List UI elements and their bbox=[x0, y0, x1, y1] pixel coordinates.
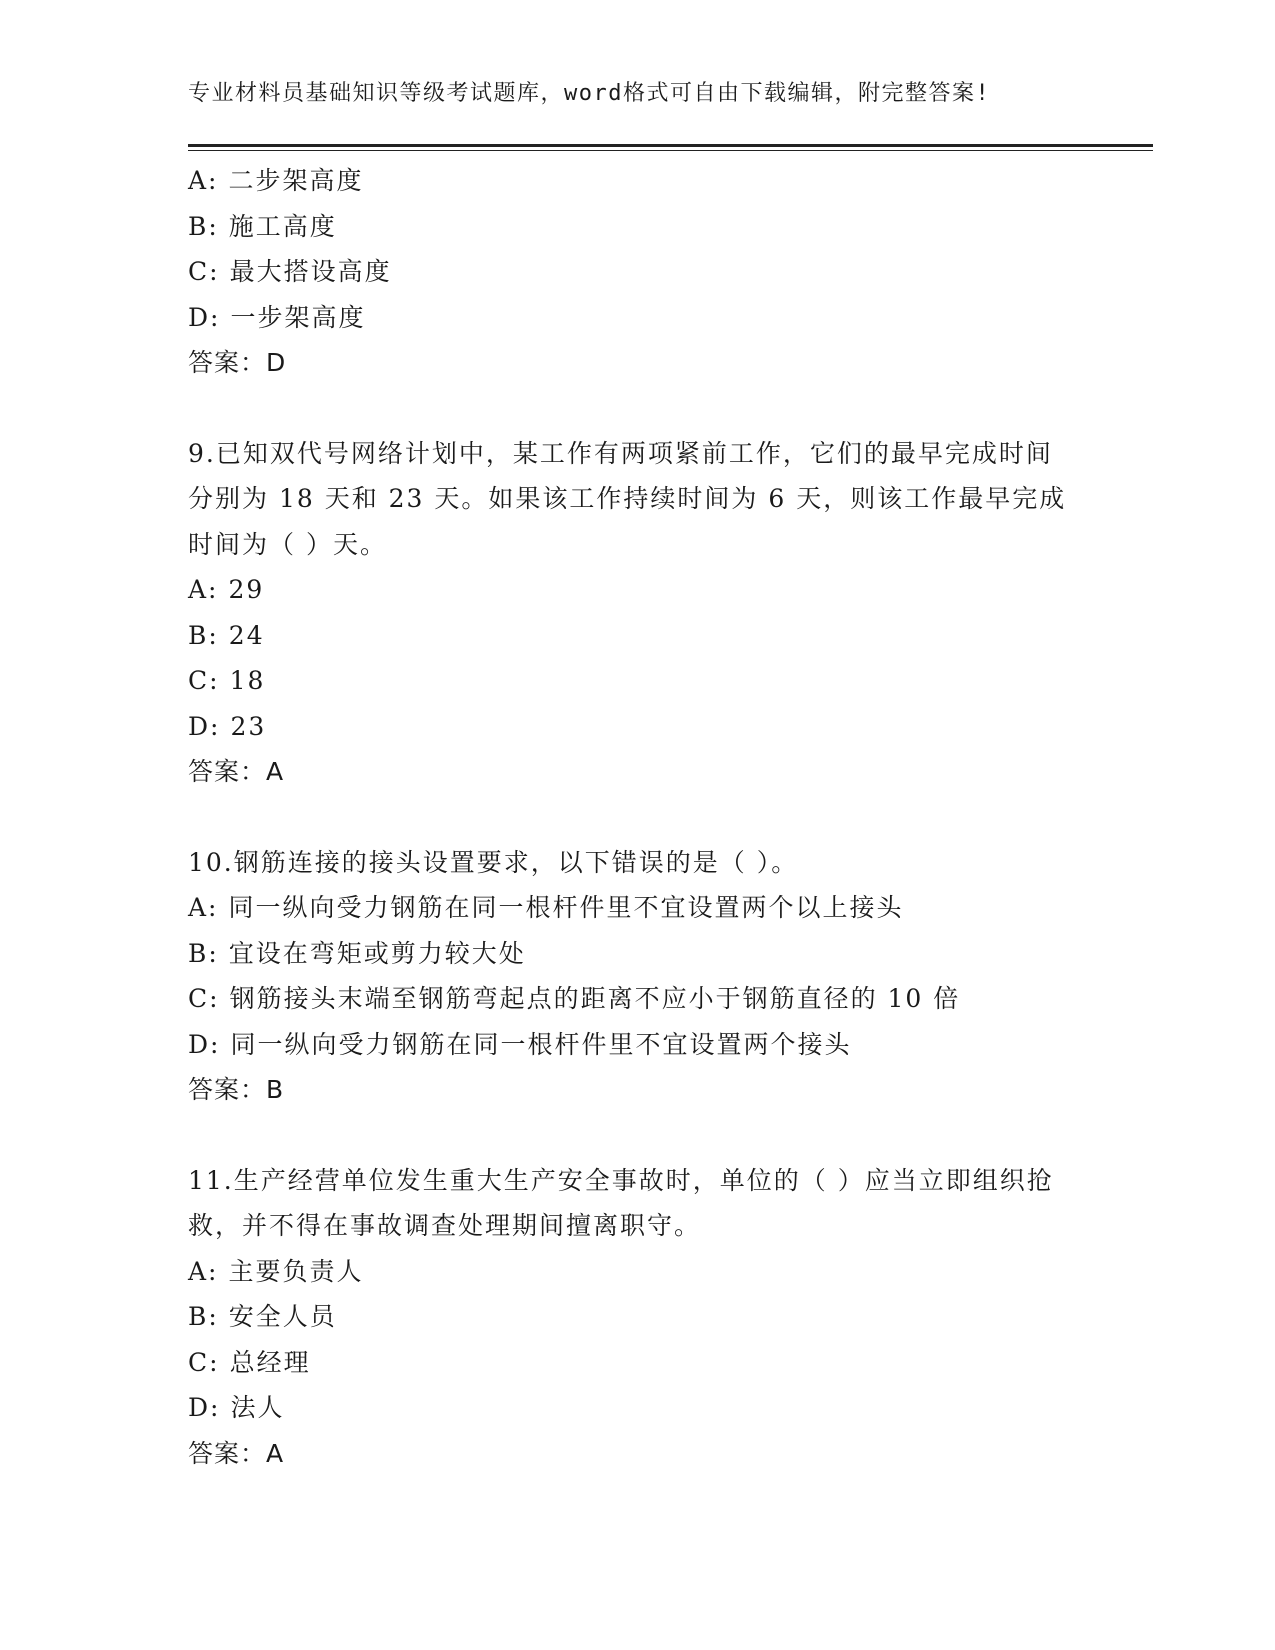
spacer bbox=[188, 386, 1068, 431]
option-a bbox=[188, 158, 1068, 204]
answer-line: 答案：D bbox=[188, 348, 287, 377]
question-text: 9.已知双代号网络计划中，某工作有两项紧前工作，它们的最早完成时间分别为 18 天和 23 天。如果该工作持续时间为 6 天，则该工作最早完成时间为（ ）天。 bbox=[188, 438, 1067, 559]
option-label: B: bbox=[188, 620, 219, 650]
option-text: 施工高度 bbox=[228, 211, 337, 241]
option-label: B: bbox=[188, 1302, 219, 1331]
option-text: 宜设在弯矩或剪力较大处 bbox=[228, 938, 526, 968]
option-text: 29 bbox=[228, 575, 265, 604]
option-label: C: bbox=[188, 257, 220, 286]
option-text: 二步架高度 bbox=[228, 166, 364, 195]
answer-line: 答案：A bbox=[188, 757, 285, 786]
option-label: D: bbox=[188, 1029, 221, 1059]
option-c bbox=[188, 976, 1068, 1022]
option-c bbox=[188, 249, 1068, 295]
question-block-10 bbox=[188, 840, 1068, 1113]
answer-line: 答案：B bbox=[188, 1075, 285, 1104]
option-text: 总经理 bbox=[229, 1347, 311, 1377]
option-label: C: bbox=[188, 984, 220, 1013]
option-text: 钢筋接头末端至钢筋弯起点的距离不应小于钢筋直径的 10 倍 bbox=[229, 984, 961, 1013]
option-label: A: bbox=[188, 575, 219, 604]
question-block-9 bbox=[188, 431, 1068, 795]
option-label: B: bbox=[188, 938, 219, 968]
option-label: A: bbox=[188, 166, 219, 195]
question-block-11 bbox=[188, 1158, 1068, 1477]
page-header: 专业材料员基础知识等级考试题库，word格式可自由下载编辑，附完整答案! bbox=[188, 81, 991, 106]
header-rule-thick bbox=[188, 144, 1153, 147]
option-d bbox=[188, 1385, 1068, 1431]
option-d bbox=[188, 704, 1068, 750]
option-text: 法人 bbox=[230, 1393, 285, 1422]
option-a bbox=[188, 1249, 1068, 1295]
option-d bbox=[188, 295, 1068, 341]
option-label: C: bbox=[188, 1347, 220, 1377]
option-text: 同一纵向受力钢筋在同一根杆件里不宜设置两个以上接头 bbox=[228, 893, 904, 922]
option-text: 18 bbox=[229, 666, 266, 695]
option-a bbox=[188, 567, 1068, 613]
option-text: 23 bbox=[230, 711, 267, 741]
continued-question-block bbox=[188, 158, 1068, 386]
option-b bbox=[188, 931, 1068, 977]
question-text: 10.钢筋连接的接头设置要求，以下错误的是（ ）。 bbox=[188, 847, 799, 877]
option-text: 一步架高度 bbox=[230, 302, 366, 332]
option-label: B: bbox=[188, 211, 219, 241]
option-d bbox=[188, 1022, 1068, 1068]
option-label: D: bbox=[188, 302, 221, 332]
answer-line: 答案：A bbox=[188, 1438, 285, 1468]
option-text: 24 bbox=[228, 620, 265, 650]
header-rule-thin bbox=[188, 150, 1153, 151]
option-label: C: bbox=[188, 666, 220, 695]
option-a bbox=[188, 885, 1068, 931]
option-text: 同一纵向受力钢筋在同一根杆件里不宜设置两个接头 bbox=[230, 1029, 852, 1059]
option-text: 安全人员 bbox=[228, 1302, 337, 1331]
spacer bbox=[188, 795, 1068, 840]
option-b bbox=[188, 613, 1068, 659]
option-label: A: bbox=[188, 1256, 219, 1286]
option-text: 最大搭设高度 bbox=[229, 257, 392, 286]
question-text: 11.生产经营单位发生重大生产安全事故时，单位的（ ）应当立即组织抢救，并不得在事故调查处理期间擅离职守。 bbox=[188, 1165, 1054, 1240]
option-label: D: bbox=[188, 711, 221, 741]
option-c bbox=[188, 1340, 1068, 1386]
option-text: 主要负责人 bbox=[228, 1256, 364, 1286]
question-content bbox=[188, 158, 1068, 1476]
option-c bbox=[188, 658, 1068, 704]
option-b bbox=[188, 1294, 1068, 1340]
option-b bbox=[188, 204, 1068, 250]
spacer bbox=[188, 1113, 1068, 1158]
option-label: A: bbox=[188, 893, 219, 922]
option-label: D: bbox=[188, 1393, 221, 1422]
